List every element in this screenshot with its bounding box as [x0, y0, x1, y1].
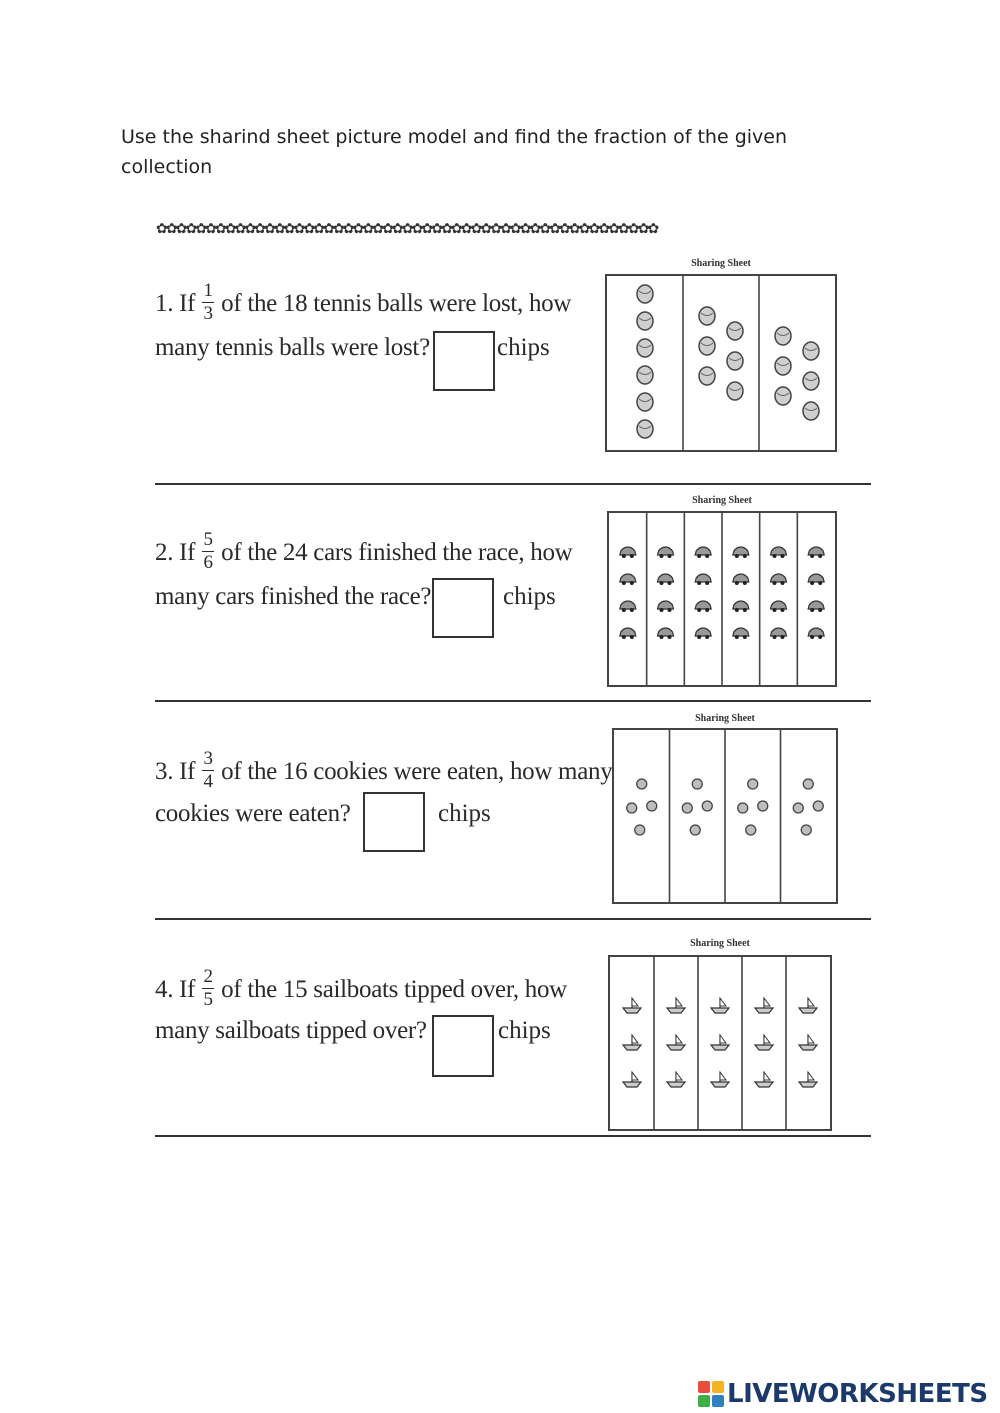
cookie-icon	[682, 803, 692, 813]
problem-4-prefix: 4. If	[155, 976, 196, 1004]
problem-4-sharing-sheet	[608, 955, 832, 1131]
car-icon	[620, 547, 636, 558]
car-icon	[808, 547, 824, 558]
car-icon	[658, 574, 674, 585]
car-icon	[658, 628, 674, 639]
tennis-ball-icon	[637, 312, 653, 330]
sailboat-icon	[667, 1035, 685, 1050]
car-icon	[808, 628, 824, 639]
car-icon	[695, 574, 711, 585]
car-icon	[695, 601, 711, 612]
problem-2-prefix: 2. If	[155, 539, 196, 567]
problem-1-chips-label: chips	[497, 334, 550, 361]
problem-3-answer-box[interactable]	[363, 792, 425, 852]
sailboat-icon	[711, 998, 729, 1013]
cookie-icon	[690, 825, 700, 835]
sailboat-icon	[799, 1035, 817, 1050]
tennis-ball-icon	[699, 307, 715, 325]
problem-2-answer-box[interactable]	[432, 578, 494, 638]
sharing-sheet-drawing	[607, 276, 835, 450]
car-icon	[620, 601, 636, 612]
problem-4-answer-box[interactable]	[432, 1015, 494, 1077]
cookie-icon	[647, 801, 657, 811]
tennis-ball-icon	[727, 352, 743, 370]
instructions-text: Use the sharind sheet picture model and find the fraction of the given collection	[121, 126, 788, 178]
decorative-flower-border: ✿✿✿✿✿✿✿✿✿✿✿✿✿✿✿✿✿✿✿✿✿✿✿✿✿✿✿✿✿✿✿✿✿✿✿✿✿✿✿✿✿✿✿✿✿✿✿✿✿✿✿	[156, 221, 658, 237]
sailboat-icon	[667, 1072, 685, 1087]
car-icon	[658, 547, 674, 558]
logo-text: LIVEWORKSHEETS	[727, 1379, 988, 1409]
sharing-sheet-drawing	[610, 957, 830, 1129]
tennis-ball-icon	[727, 382, 743, 400]
tennis-ball-icon	[803, 402, 819, 420]
problem-1-answer-box[interactable]	[433, 331, 495, 391]
cookie-icon	[793, 803, 803, 813]
sailboat-icon	[755, 998, 773, 1013]
cookie-icon	[748, 779, 758, 789]
cookie-icon	[801, 825, 811, 835]
car-icon	[733, 574, 749, 585]
logo-mark-icon	[698, 1381, 724, 1407]
tennis-ball-icon	[775, 357, 791, 375]
fraction-numerator: 5	[203, 529, 213, 550]
cookie-icon	[702, 801, 712, 811]
sharing-sheet-drawing	[609, 513, 835, 685]
problem-1-sharing-sheet	[605, 274, 837, 452]
problem-2-line-1	[155, 529, 573, 576]
car-icon	[771, 574, 787, 585]
sailboat-icon	[755, 1072, 773, 1087]
tennis-ball-icon	[775, 327, 791, 345]
problem-3-chips-label: chips	[438, 800, 491, 827]
tennis-ball-icon	[637, 339, 653, 357]
problem-1-line-2: many tennis balls were lost?	[155, 334, 430, 361]
fraction-numerator: 1	[203, 280, 213, 301]
problem-3-sheet-title: Sharing Sheet	[695, 713, 755, 724]
problem-1-prefix: 1. If	[155, 290, 196, 318]
problem-3-sharing-sheet	[612, 728, 838, 904]
fraction-denominator: 5	[203, 989, 213, 1010]
problem-2-question-end: of the 24 cars finished the race, how	[221, 539, 573, 567]
cookie-icon	[635, 825, 645, 835]
tennis-ball-icon	[637, 366, 653, 384]
car-icon	[733, 547, 749, 558]
problem-3-line-2: cookies were eaten?	[155, 800, 351, 827]
fraction-numerator: 3	[203, 748, 213, 769]
problem-3-fraction	[202, 749, 214, 792]
problem-4-fraction	[202, 967, 214, 1010]
problem-2-fraction	[202, 530, 214, 573]
divider-line	[155, 483, 871, 485]
tennis-ball-icon	[727, 322, 743, 340]
cookie-icon	[637, 779, 647, 789]
car-icon	[695, 547, 711, 558]
sailboat-icon	[667, 998, 685, 1013]
problem-1-sheet-title: Sharing Sheet	[691, 258, 751, 269]
cookie-icon	[803, 779, 813, 789]
cookie-icon	[758, 801, 768, 811]
divider-line	[155, 918, 871, 920]
tennis-ball-icon	[775, 387, 791, 405]
sailboat-icon	[623, 1072, 641, 1087]
tennis-ball-icon	[637, 393, 653, 411]
sailboat-icon	[711, 1035, 729, 1050]
tennis-ball-icon	[637, 285, 653, 303]
sailboat-icon	[755, 1035, 773, 1050]
divider-line	[155, 700, 871, 702]
problem-4-sheet-title: Sharing Sheet	[690, 938, 750, 949]
problem-4-chips-label: chips	[498, 1017, 551, 1044]
liveworksheets-logo	[698, 1378, 988, 1410]
problem-3-line-1	[155, 748, 613, 795]
fraction-numerator: 2	[203, 966, 213, 987]
car-icon	[620, 574, 636, 585]
problem-3-prefix: 3. If	[155, 758, 196, 786]
car-icon	[658, 601, 674, 612]
tennis-ball-icon	[803, 342, 819, 360]
cookie-icon	[627, 803, 637, 813]
fraction-denominator: 3	[203, 303, 213, 324]
sailboat-icon	[799, 998, 817, 1013]
sailboat-icon	[711, 1072, 729, 1087]
divider-line	[155, 1135, 871, 1137]
car-icon	[620, 628, 636, 639]
problem-4-line-2: many sailboats tipped over?	[155, 1017, 427, 1044]
car-icon	[733, 601, 749, 612]
problem-4-question-end: of the 15 sailboats tipped over, how	[221, 976, 567, 1004]
sailboat-icon	[623, 1035, 641, 1050]
tennis-ball-icon	[699, 367, 715, 385]
sailboat-icon	[623, 998, 641, 1013]
problem-3-question-end: of the 16 cookies were eaten, how many	[221, 758, 613, 786]
car-icon	[771, 547, 787, 558]
car-icon	[695, 628, 711, 639]
problem-2-sheet-title: Sharing Sheet	[692, 495, 752, 506]
car-icon	[771, 628, 787, 639]
cookie-icon	[813, 801, 823, 811]
car-icon	[733, 628, 749, 639]
problem-2-chips-label: chips	[503, 583, 556, 610]
tennis-ball-icon	[803, 372, 819, 390]
fraction-denominator: 6	[203, 552, 213, 573]
cookie-icon	[746, 825, 756, 835]
cookie-icon	[692, 779, 702, 789]
tennis-ball-icon	[699, 337, 715, 355]
car-icon	[771, 601, 787, 612]
tennis-ball-icon	[637, 420, 653, 438]
sharing-sheet-drawing	[614, 730, 836, 902]
problem-1-question-end: of the 18 tennis balls were lost, how	[221, 290, 572, 318]
problem-1-line-1	[155, 280, 572, 327]
sailboat-icon	[799, 1072, 817, 1087]
fraction-denominator: 4	[203, 771, 213, 792]
cookie-icon	[738, 803, 748, 813]
problem-1-fraction	[202, 281, 214, 324]
problem-4-line-1	[155, 966, 567, 1013]
problem-2-line-2: many cars finished the race?	[155, 583, 432, 610]
car-icon	[808, 601, 824, 612]
car-icon	[808, 574, 824, 585]
problem-2-sharing-sheet	[607, 511, 837, 687]
